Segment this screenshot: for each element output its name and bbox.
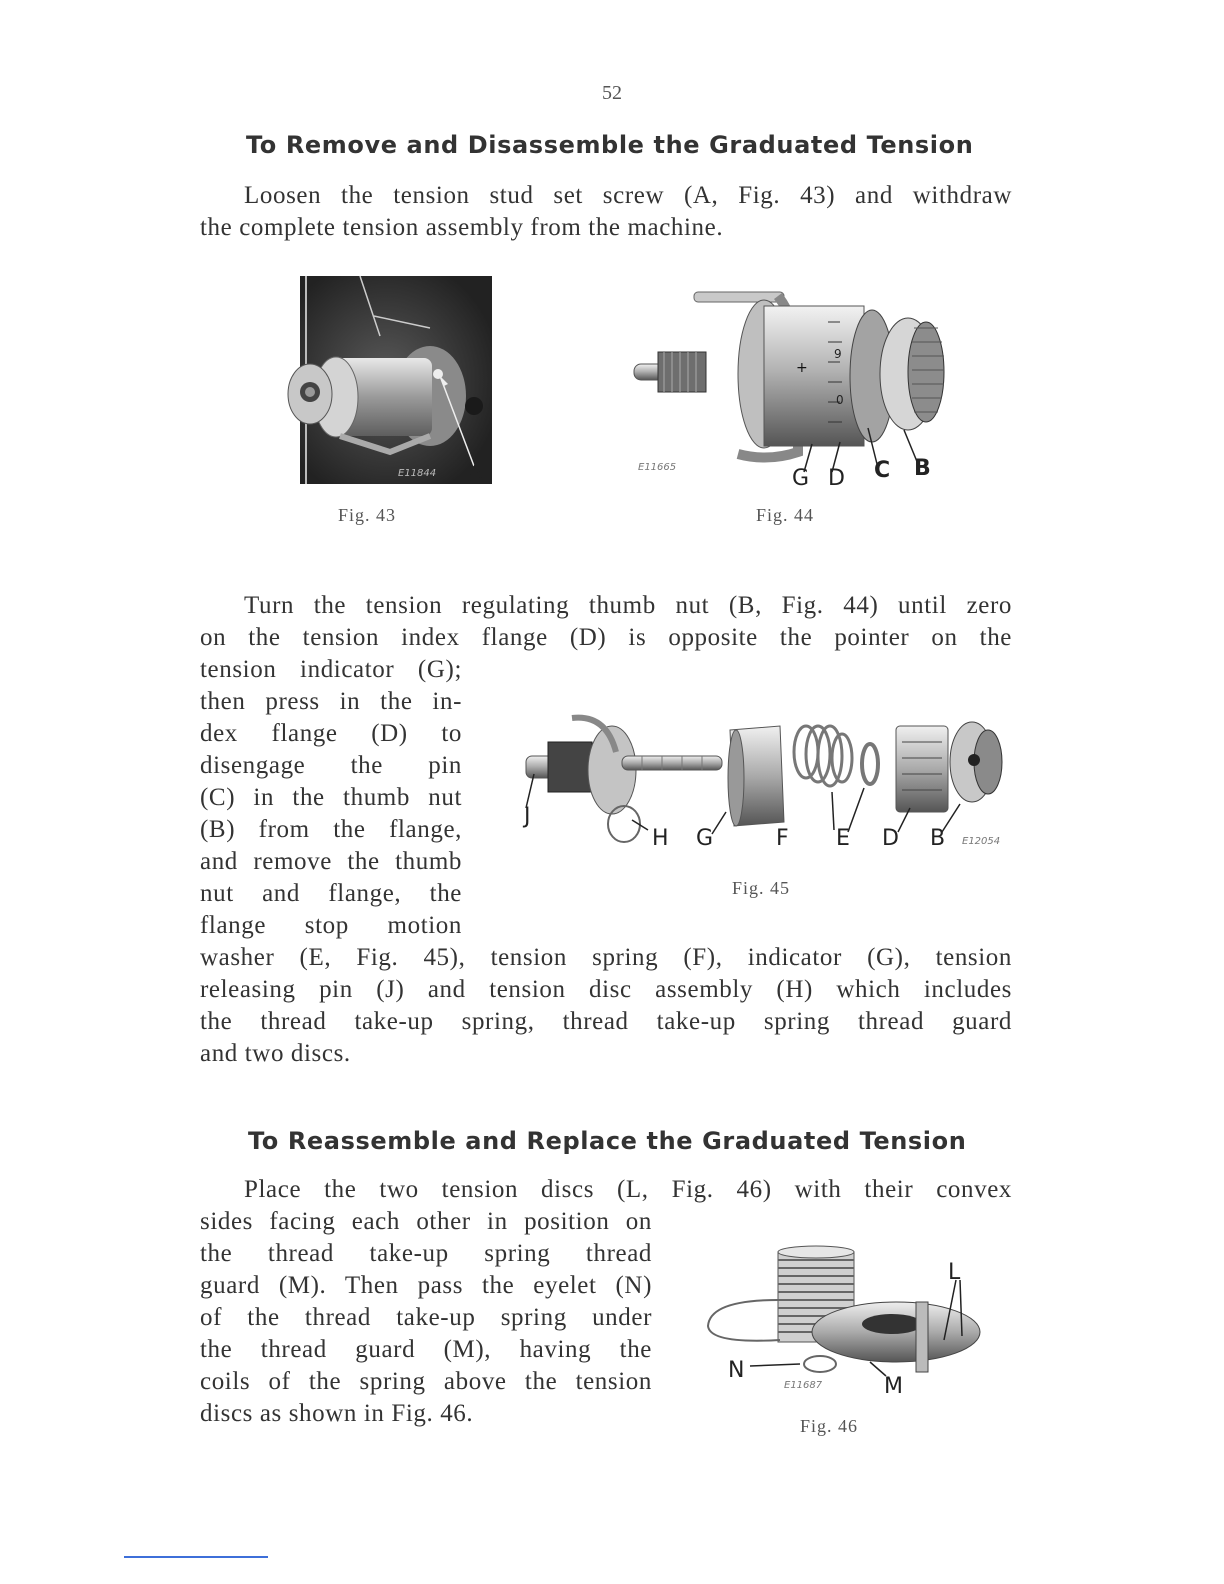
para2-wrap-line: and remove the thumb: [200, 848, 462, 875]
para2-wrap-line: tension indicator (G);: [200, 656, 462, 683]
figure-45: [512, 712, 1022, 862]
fig44-label-b: B: [914, 456, 931, 481]
fig45-caption: Fig. 45: [732, 878, 791, 898]
fig45-code: E12054: [962, 836, 1001, 847]
para2-wrap-line: (B) from the flange,: [200, 816, 462, 843]
para2-full-line: releasing pin (J) and tension disc assembly (H) which includes: [200, 976, 1012, 1003]
para2-wrap-line: (C) in the thumb nut: [200, 784, 462, 811]
section2-wrap-line: discs as shown in Fig. 46.: [200, 1400, 474, 1427]
section-heading-remove: To Remove and Disassemble the Graduated Tension: [246, 131, 974, 159]
fig44-illustration: [628, 282, 948, 492]
section2-wrap-line: guard (M). Then pass the eyelet (N): [200, 1272, 652, 1299]
fig46-label-m: M: [884, 1374, 903, 1399]
para2-line-2: on the tension index flange (D) is opposite the pointer on the: [200, 624, 1012, 651]
intro-paragraph: [200, 180, 1012, 244]
fig44-label-d: D: [828, 466, 845, 491]
svg-text:0: 0: [836, 393, 844, 407]
para2-full-line: washer (E, Fig. 45), tension spring (F), indicator (G), tension: [200, 944, 1012, 971]
para2-wrap-line: nut and flange, the: [200, 880, 462, 907]
fig45-label-d: D: [882, 826, 899, 851]
svg-text:9: 9: [834, 347, 842, 361]
para2-wrap: [200, 654, 462, 942]
fig43-code: E11844: [398, 468, 437, 479]
para2-wrap-line: flange stop motion: [200, 912, 462, 939]
fig45-label-b: B: [930, 826, 946, 851]
section2-wrap-line: coils of the spring above the tension: [200, 1368, 652, 1395]
section2-line-1: Place the two tension discs (L, Fig. 46) with their convex: [244, 1176, 1012, 1203]
intro-line-1: Loosen the tension stud set screw (A, Fig. 43) and withdraw: [244, 182, 1012, 209]
section-heading-reassemble: To Reassemble and Replace the Graduated Tension: [248, 1127, 967, 1155]
fig45-label-e: E: [836, 826, 850, 851]
section2-wrap-line: the thread take-up spring thread: [200, 1240, 652, 1267]
para2-wrap-line: dex flange (D) to: [200, 720, 462, 747]
fig44-caption: Fig. 44: [756, 505, 815, 525]
fig46-label-n: N: [728, 1358, 745, 1383]
para2-bottom: [200, 942, 1012, 1070]
para2-full-line: the thread take-up spring, thread take-up spring thread guard: [200, 1008, 1012, 1035]
section2-wrap-line: the thread guard (M), having the: [200, 1336, 652, 1363]
fig45-label-g: G: [696, 826, 714, 851]
fig44-label-g: G: [792, 466, 810, 491]
para2-top: [200, 590, 1012, 654]
para2-line-1: Turn the tension regulating thumb nut (B, Fig. 44) until zero: [244, 592, 1012, 619]
fig45-label-f: F: [776, 826, 789, 851]
para2-full-line: and two discs.: [200, 1040, 351, 1067]
fig46-label-l: L: [948, 1260, 961, 1285]
fig44-code: E11665: [638, 462, 677, 473]
figure-44: [628, 282, 948, 492]
fig45-label-h: H: [652, 826, 669, 851]
fig43-label-a: A: [468, 462, 484, 487]
footnote-rule: [124, 1556, 268, 1558]
intro-line-2: the complete tension assembly from the machine.: [200, 214, 724, 241]
section2-line-1-block: [200, 1174, 1012, 1206]
fig46-code: E11687: [784, 1380, 823, 1391]
fig44-label-c: C: [874, 458, 891, 483]
section2-wrap: [200, 1206, 652, 1430]
para2-wrap-line: then press in the in-: [200, 688, 462, 715]
fig43-photo: [270, 276, 492, 490]
svg-text:+: +: [796, 360, 808, 376]
figure-46: [700, 1240, 990, 1400]
fig45-label-j: J: [524, 804, 531, 829]
para2-wrap-line: disengage the pin: [200, 752, 462, 779]
fig43-caption: Fig. 43: [338, 505, 397, 525]
section2-wrap-line: of the thread take-up spring under: [200, 1304, 652, 1331]
fig46-caption: Fig. 46: [800, 1416, 859, 1436]
section2-wrap-line: sides facing each other in position on: [200, 1208, 652, 1235]
fig45-illustration: [512, 712, 1022, 862]
page-number: 52: [602, 82, 622, 104]
figure-43: [270, 276, 492, 490]
